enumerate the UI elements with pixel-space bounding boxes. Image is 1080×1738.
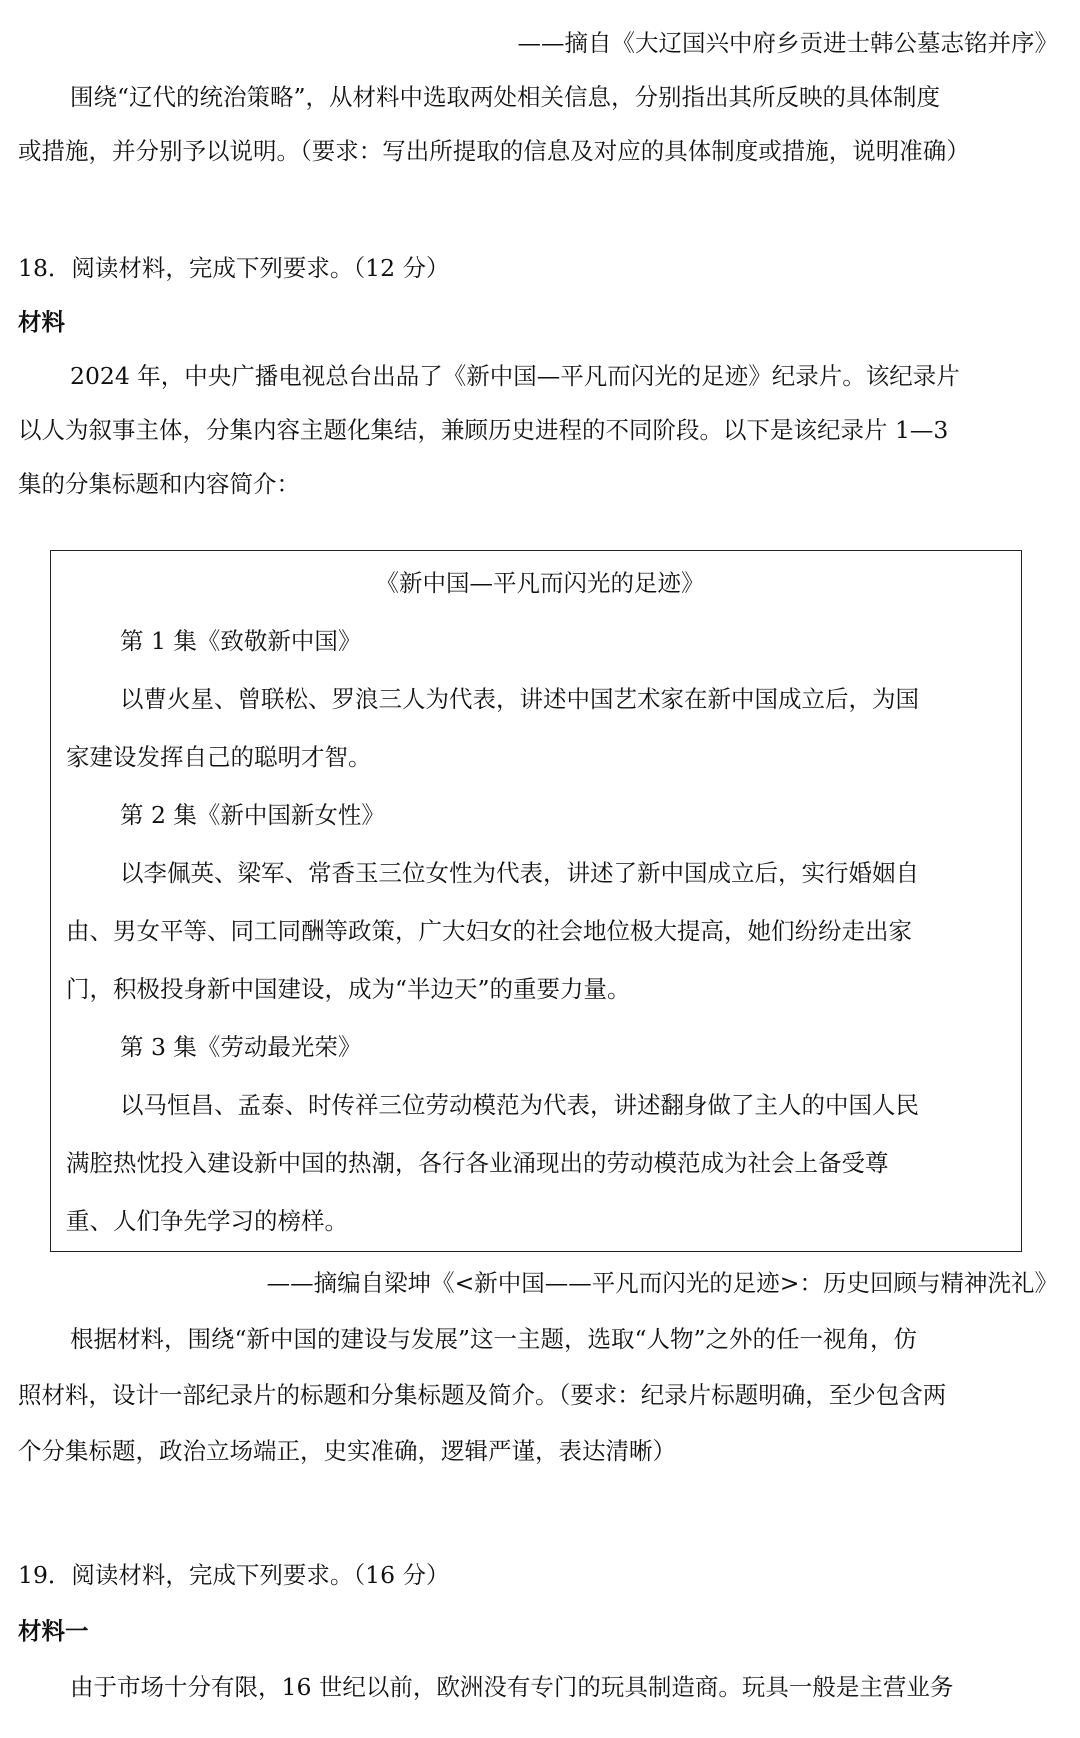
q18-intro-line-3: 集的分集标题和内容简介： (18, 470, 300, 498)
source-citation-q17: ——摘自《大辽国兴中府乡贡进士韩公墓志铭并序》 (517, 29, 1058, 57)
q18-task-line-1: 根据材料，围绕“新中国的建设与发展”这一主题，选取“人物”之外的任一视角，仿 (70, 1325, 918, 1353)
q19-heading: 19．阅读材料，完成下列要求。（16 分） (18, 1561, 450, 1589)
q18-heading: 18．阅读材料，完成下列要求。（12 分） (18, 254, 450, 282)
episode-1-text-line-1: 以曹火星、曾联松、罗浪三人为代表，讲述中国艺术家在新中国成立后，为国 (120, 685, 919, 713)
episode-3-text-line-1: 以马恒昌、孟泰、时传祥三位劳动模范为代表，讲述翻身做了主人的中国人民 (120, 1091, 919, 1119)
episode-2-text-line-3: 门，积极投身新中国建设，成为“半边天”的重要力量。 (66, 975, 631, 1003)
episode-2-text-line-1: 以李佩英、梁军、常香玉三位女性为代表，讲述了新中国成立后，实行婚姻自 (120, 859, 919, 887)
q18-material-label: 材料 (18, 308, 65, 336)
q19-text-line-1: 由于市场十分有限，16 世纪以前，欧洲没有专门的玩具制造商。玩具一般是主营业务 (70, 1673, 954, 1701)
q17-instruction-line-1: 围绕“辽代的统治策略”，从材料中选取两处相关信息，分别指出其所反映的具体制度 (70, 83, 941, 111)
documentary-box-title: 《新中国—平凡而闪光的足迹》 (375, 569, 705, 597)
q18-intro-line-2: 以人为叙事主体，分集内容主题化集结，兼顾历史进程的不同阶段。以下是该纪录片 1—3 (18, 416, 949, 444)
episode-2-title: 第 2 集《新中国新女性》 (120, 801, 385, 829)
q19-material-label: 材料一 (18, 1617, 89, 1645)
q18-intro-line-1: 2024 年，中央广播电视总台出品了《新中国—平凡而闪光的足迹》纪录片。该纪录片 (70, 362, 960, 390)
q17-instruction-line-2: 或措施，并分别予以说明。（要求：写出所提取的信息及对应的具体制度或措施，说明准确） (18, 137, 970, 165)
episode-3-text-line-3: 重、人们争先学习的榜样。 (66, 1207, 348, 1235)
episode-2-text-line-2: 由、男女平等、同工同酬等政策，广大妇女的社会地位极大提高，她们纷纷走出家 (66, 917, 912, 945)
q18-task-line-3: 个分集标题，政治立场端正，史实准确，逻辑严谨，表达清晰） (18, 1437, 676, 1465)
episode-1-title: 第 1 集《致敬新中国》 (120, 627, 362, 655)
episode-3-text-line-2: 满腔热忱投入建设新中国的热潮，各行各业涌现出的劳动模范成为社会上备受尊 (66, 1149, 889, 1177)
episode-1-text-line-2: 家建设发挥自己的聪明才智。 (66, 743, 372, 771)
episode-3-title: 第 3 集《劳动最光荣》 (120, 1033, 362, 1061)
q18-task-line-2: 照材料，设计一部纪录片的标题和分集标题及简介。（要求：纪录片标题明确，至少包含两 (18, 1381, 947, 1409)
source-citation-q18: ——摘编自梁坤《<新中国——平凡而闪光的足迹>：历史回顾与精神洗礼》 (266, 1269, 1058, 1297)
